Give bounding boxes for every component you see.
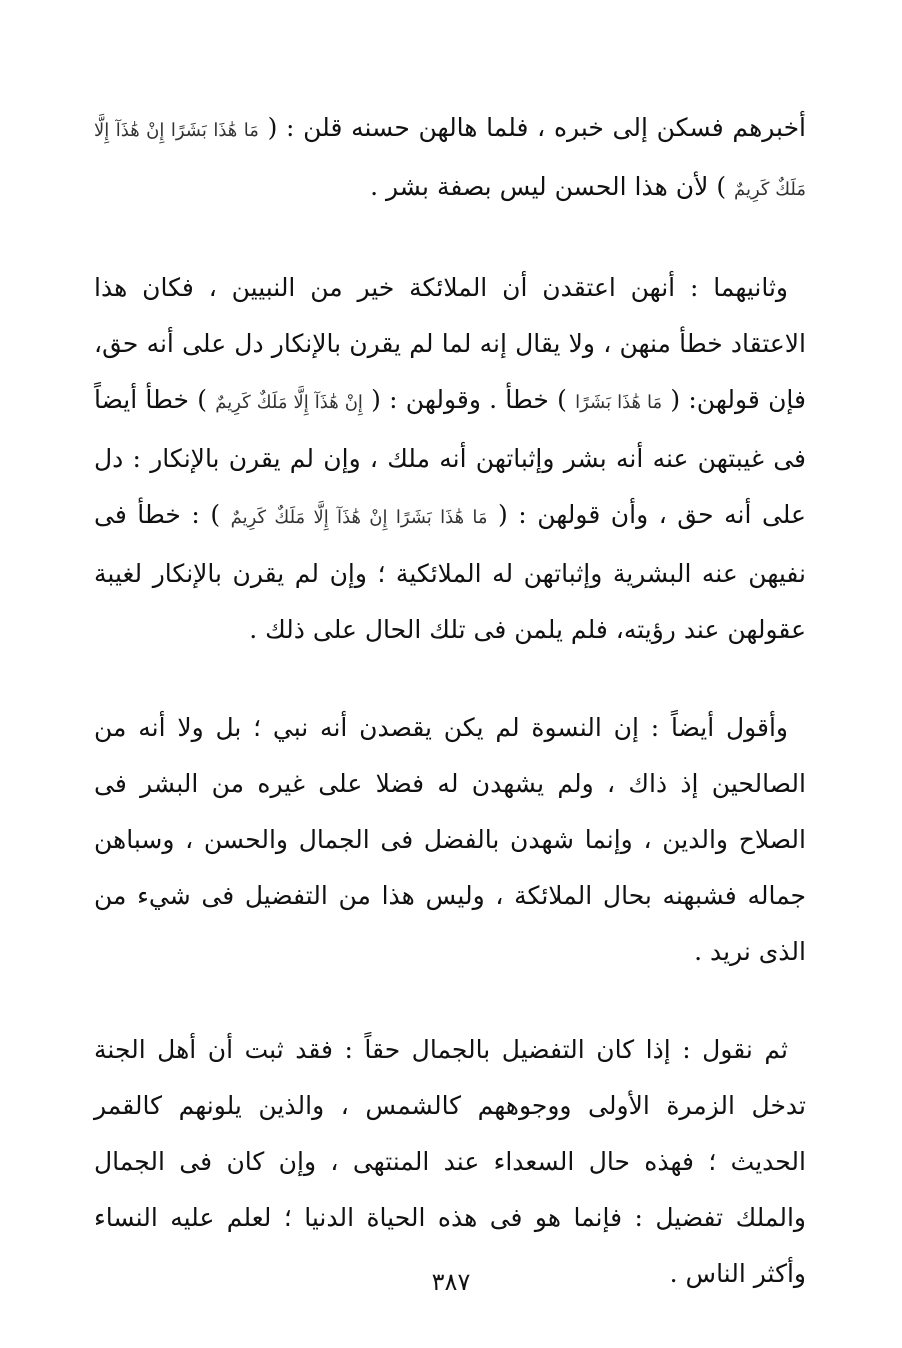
text-segment: وثانيهما : أنهن اعتقدن أن الملائكة خير من النبيين ، فكان هذا الاعتقاد خطأ منهن ، ولا يقال إنه لما لم يقرن بالإنكار دل على أنه حق، فإن قولهن: ( bbox=[94, 273, 806, 414]
page-number: ٣٨٧ bbox=[431, 1268, 471, 1296]
text-segment: ) خطأ . وقولهن : ( bbox=[362, 385, 576, 414]
text-segment: ثم نقول : إذا كان التفضيل بالجمال حقاً : فقد ثبت أن أهل الجنة تدخل الزمرة الأولى ووجوههم كالشمس ، والذين يلونهم كالقمر الحديث ؛ فهذه حال السعداء عند المنتهى ، وإن كان فى الجمال والملك تفضيل : فإنما هو فى هذه الحياة الدنيا ؛ لعلم عليه النساء وأكثر الناس . bbox=[94, 1035, 806, 1288]
text-segment: ) لأن هذا الحسن ليس بصفة بشر . bbox=[370, 172, 735, 201]
text-segment: وأقول أيضاً : إن النسوة لم يكن يقصدن أنه نبي ؛ بل ولا أنه من الصالحين إذ ذاك ، ولم يشهدن له فضلا على غيره من البشر فى الصلاح والدين ، وإنما شهدن بالفضل فى الجمال والحسن ، وسباهن جماله فشبهنه بحال الملائكة ، وليس هذا من التفضيل فى شيء من الذى نريد . bbox=[94, 713, 806, 966]
quran-quote: مَا هَٰذَا بَشَرًا إِنْ هَٰذَآ إِلَّا مَلَكٌ كَرِيمٌ bbox=[230, 507, 488, 528]
paragraph-4 bbox=[94, 1022, 806, 1302]
quran-quote: مَا هَٰذَا بَشَرًا إِنْ هَٰذَآ إِلَّا مَلَكٌ كَرِيمٌ bbox=[94, 120, 806, 200]
quran-quote: مَا هَٰذَا بَشَرًا bbox=[575, 392, 663, 413]
text-segment: ) : خطأ فى نفيهن عنه البشرية وإثباتهن له الملائكية ؛ وإن لم يقرن بالإنكار لغيبة عقولهن عند رؤيته، فلم يلمن فى تلك الحال على ذلك . bbox=[94, 500, 806, 644]
paragraph-1 bbox=[94, 100, 806, 218]
quran-quote: إِنْ هَٰذَآ إِلَّا مَلَكٌ كَرِيمٌ bbox=[215, 392, 363, 413]
text-segment: ) خطأ أيضاً فى غيبتهن عنه أنه بشر وإثباتهن أنه ملك ، وإن لم يقرن بالإنكار : دل على أنه حق ، وأن قولهن : ( bbox=[94, 385, 806, 529]
text-segment: أخبرهم فسكن إلى خبره ، فلما هالهن حسنه قلن : ( bbox=[258, 113, 806, 142]
paragraph-2 bbox=[94, 260, 806, 658]
page-body bbox=[94, 100, 806, 1302]
paragraph-3 bbox=[94, 700, 806, 980]
